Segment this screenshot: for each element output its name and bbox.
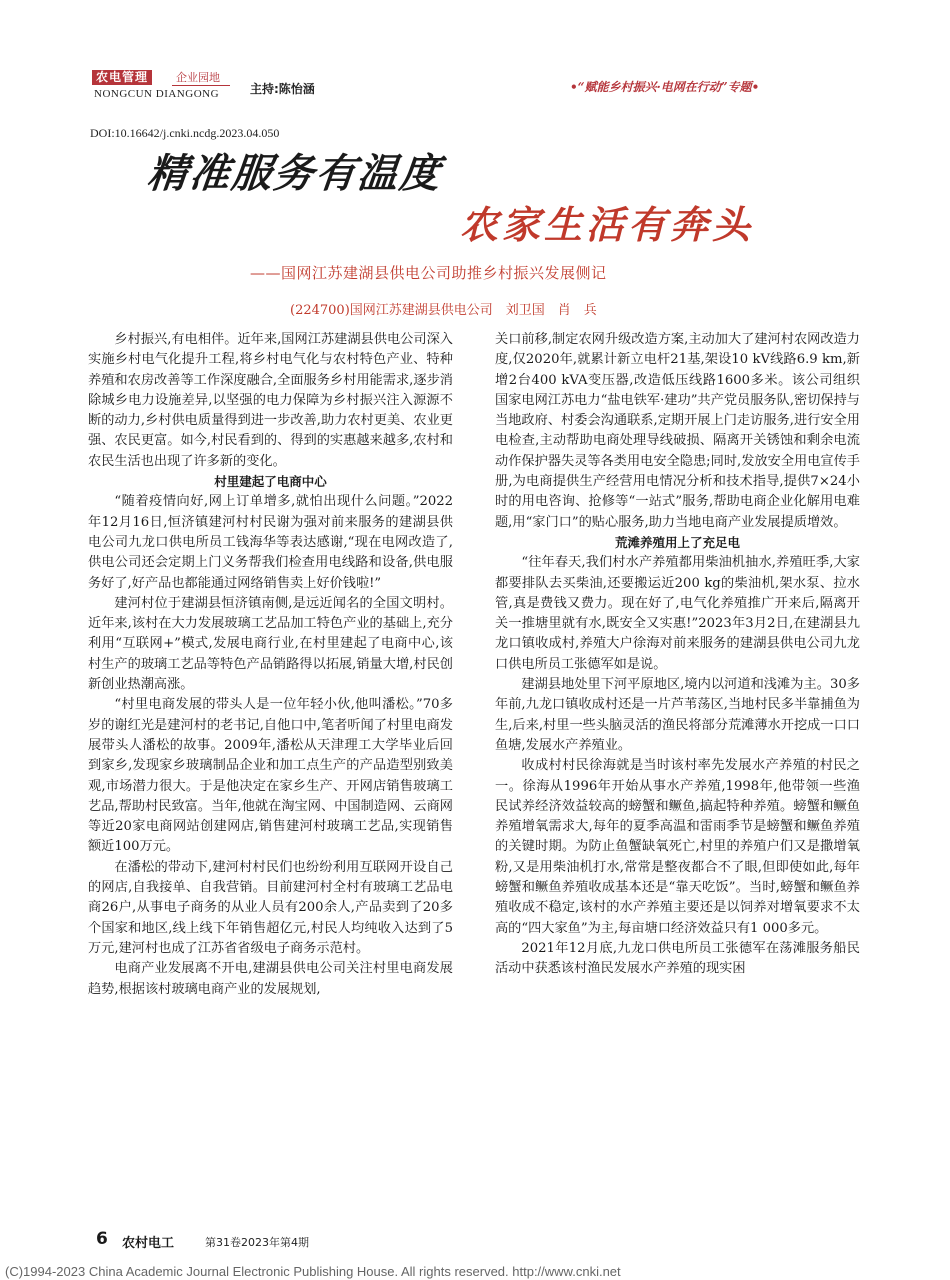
article-title-line2: 农家生活有奔头	[460, 202, 755, 247]
article-title-line1: 精准服务有温度	[145, 151, 445, 197]
column-host: 主持:陈怡涵	[250, 82, 315, 96]
paragraph: 建湖县地处里下河平原地区,境内以河道和浅滩为主。30多年前,九龙口镇收成村还是一片芦苇荡区,当地村民多半靠捕鱼为生,后来,村里一些头脑灵活的渔民将部分荒滩薄水开挖成一口口鱼塘,发展水产养殖业。	[495, 677, 860, 753]
body-column-right	[495, 330, 860, 980]
paragraph: 2021年12月底,九龙口供电所员工张德军在荡滩服务船民活动中获悉该村渔民发展水产养殖的现实困	[495, 940, 860, 977]
paragraph: “村里电商发展的带头人是一位年轻小伙,他叫潘松。”70多岁的谢红光是建河村的老书记,自他口中,笔者听闻了村里电商发展带头人潘松的故事。2009年,潘松从天津理工大学毕业后回到家乡,发现家乡玻璃制品企业和加工点生产的产品造型别致美观,市场潜力很大。于是他决定在家乡生产、开网店销售玻璃工艺品,帮助村民致富。当年,他就在淘宝网、中国制造网、云商网等近20家电商网站创建网店,销售建河村玻璃工艺品,实现销售额近100万元。	[88, 697, 453, 855]
section-heading: 荒滩养殖用上了充足电	[614, 534, 740, 550]
column-tag-secondary: 企业园地	[172, 70, 230, 86]
body-column-left	[88, 330, 453, 1000]
paragraph: “往年春天,我们村水产养殖都用柴油机抽水,养殖旺季,大家都要排队去买柴油,还要搬运近200 kg的柴油机,架水泵、拉水管,真是费钱又费力。现在好了,电气化养殖推广开来后,隔离开关一推塘里就有水,既安全又实惠!”2023年3月2日,在建湖县九龙口镇收成村,养殖大户徐海对前来服务的建湖县供电公司九龙口供电所员工张德军如是说。	[495, 555, 860, 672]
topic-banner: •“赋能乡村振兴·电网在行动”专题•	[570, 80, 760, 94]
paragraph: 电商产业发展离不开电,建湖县供电公司关注村里电商发展趋势,根据该村玻璃电商产业的发展规划,	[88, 961, 453, 997]
journal-brand: NONGCUN DIANGONG	[94, 88, 220, 100]
paragraph: 建河村位于建湖县恒济镇南侧,是远近闻名的全国文明村。近年来,该村在大力发展玻璃工艺品加工特色产业的基础上,充分利用“互联网+”模式,发展电商行业,在村里建起了电商中心,该村生产的玻璃工艺品等特色产品销路得以拓展,销量大增,村民创新创业热潮高涨。	[88, 595, 453, 693]
journal-name: 农村电工	[122, 1236, 175, 1251]
doi: DOI:10.16642/j.cnki.ncdg.2023.04.050	[90, 126, 280, 140]
paragraph-continued: 关口前移,制定农网升级改造方案,主动加大了建河村农网改造力度,仅2020年,就累计新立电杆21基,架设10 kV线路6.9 km,新增2台400 kVA变压器,改造低压线路1600多米。该公司组织国家电网江苏电力“盐电铁军·建功”共产党员服务队,密切保持与当地政府、村委会沟通联系,定期开展上门走访服务,进行安全用电检查,主动帮助电商处理导线破损、隔离开关锈蚀和剩余电流动作保护器失灵等各类用电安全隐患;同时,发放安全用电宣传手册,为电商提供生产经营用电情况分析和技术指导,提供7×24小时的用电咨询、抢修等“一站式”服务,帮助电商企业化解用电难题,用“家门口”的贴心服务,助力当地电商产业发展提质增效。	[495, 332, 860, 530]
paragraph: “随着疫情向好,网上订单增多,就怕出现什么问题。”2022年12月16日,恒济镇建河村村民谢为强对前来服务的建湖县供电公司九龙口供电所员工钱海华等表达感谢,“现在电网改造了,供电公司还会定期上门义务帮我们检查用电线路和设备,供电服务好了,好产品也都能通过网络销售卖上好价钱啦!”	[88, 494, 453, 591]
column-tag-primary: 农电管理	[92, 70, 152, 85]
copyright-notice: (C)1994-2023 China Academic Journal Electronic Publishing House. All rights reserved. http://www.cnki.net	[5, 1264, 621, 1279]
issue-info: 第31卷2023年第4期	[205, 1236, 309, 1249]
paragraph: 乡村振兴,有电相伴。近年来,国网江苏建湖县供电公司深入实施乡村电气化提升工程,将乡村电气化与农村特色产业、特种养殖和农房改善等工作深度融合,全面服务乡村用能需求,逐步消除城乡电力设施差异,以坚强的电力保障为乡村振兴注入源源不断的动力,乡村供电质量得到进一步改善,助力农村更美、农业更强、农民更富。如今,村民看到的、得到的实惠越来越多,农村和农民生活也出现了许多新的变化。	[88, 332, 453, 469]
article-subtitle: ——国网江苏建湖县供电公司助推乡村振兴发展侧记	[250, 264, 607, 282]
paragraph: 在潘松的带动下,建河村村民们也纷纷利用互联网开设自己的网店,自我接单、自我营销。目前建河村全村有玻璃工艺品电商26户,从事电子商务的从业人员有200余人,产品卖到了20多个国家和地区,线上线下年销售超亿元,村民人均纯收入达到了5万元,建河村也成了江苏省省级电子商务示范村。	[88, 859, 453, 956]
section-heading: 村里建起了电商中心	[214, 474, 327, 490]
author-line: (224700)国网江苏建湖县供电公司 刘卫国 肖 兵	[290, 303, 597, 318]
page-number: 6	[96, 1229, 108, 1249]
paragraph: 收成村村民徐海就是当时该村率先发展水产养殖的村民之一。徐海从1996年开始从事水产养殖,1998年,他带领一些渔民试养经济效益较高的螃蟹和鳜鱼,搞起特种养殖。螃蟹和鳜鱼养殖增氧需求大,每年的夏季高温和雷雨季节是螃蟹和鳜鱼养殖的关键时期。为防止鱼蟹缺氧死亡,村里的养殖户们又是撒增氧粉,又是用柴油机打水,常常是整夜都合不了眼,但即使如此,每年螃蟹和鳜鱼养殖收成基本还是“靠天吃饭”。当时,螃蟹和鳜鱼养殖收成不稳定,该村的水产养殖主要还是以饲养对增氧要求不太高的“四大家鱼”为主,每亩塘口经济效益只有1 000多元。	[495, 758, 860, 936]
